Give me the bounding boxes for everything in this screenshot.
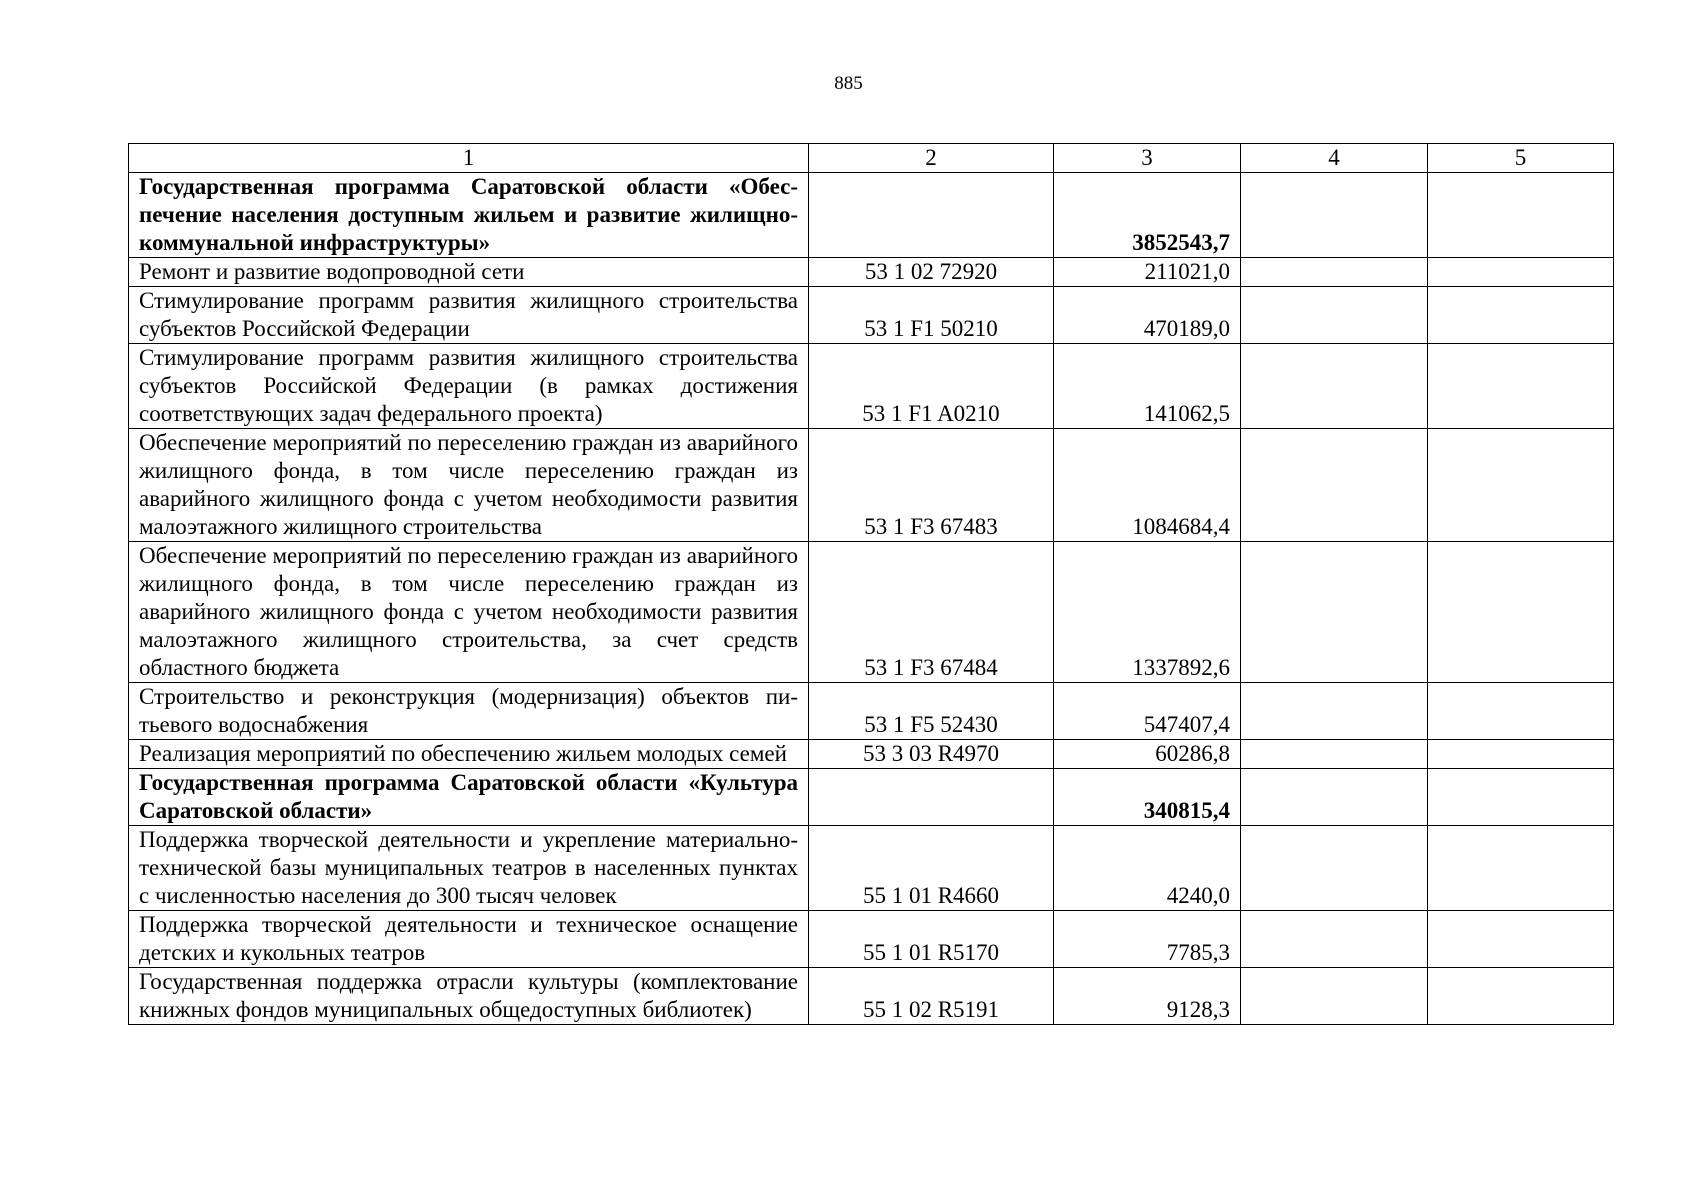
row-code: 53 1 F1 50210 (809, 287, 1054, 344)
row-amount: 1337892,6 (1054, 542, 1241, 683)
row-name: Обеспечение мероприятий по переселению граждан из аварийного жилищного фонда, в том числе переселению граждан из аварийного жилищного фонда с учетом необходимости развития малоэтажного жилищного строительства, за счет средств областного бюджета (129, 542, 809, 683)
row-col4 (1241, 258, 1428, 287)
row-col5 (1428, 173, 1614, 258)
row-code: 55 1 01 R5170 (809, 911, 1054, 968)
budget-table (128, 143, 1614, 1025)
row-col5 (1428, 769, 1614, 826)
row-code: 55 1 01 R4660 (809, 826, 1054, 911)
row-amount: 141062,5 (1054, 344, 1241, 429)
table-body (129, 173, 1614, 1025)
column-header-4: 4 (1241, 144, 1428, 173)
row-col4 (1241, 769, 1428, 826)
row-name: Поддержка творческой деятельности и техническое оснащение детских и кукольных театров (129, 911, 809, 968)
row-name: Поддержка творческой деятельности и укрепление материально-технической базы муниципальных театров в населенных пунктах с численностью населения до 300 тысяч человек (129, 826, 809, 911)
row-amount: 211021,0 (1054, 258, 1241, 287)
header-row (129, 144, 1614, 173)
table-row (129, 826, 1614, 911)
row-name: Обеспечение мероприятий по переселению граждан из аварийного жилищного фонда, в том числе переселению граждан из аварийного жилищного фонда с учетом необходимости развития малоэтажного жилищного строительства (129, 429, 809, 542)
row-name: Государственная программа Саратовской области «Культура Саратовской области» (129, 769, 809, 826)
row-col4 (1241, 911, 1428, 968)
row-amount: 340815,4 (1054, 769, 1241, 826)
row-col5 (1428, 740, 1614, 769)
row-amount: 60286,8 (1054, 740, 1241, 769)
row-name: Строительство и реконструкция (модернизация) объектов питьевого водоснабжения (129, 683, 809, 740)
column-header-1: 1 (129, 144, 809, 173)
table-row (129, 740, 1614, 769)
table-row (129, 911, 1614, 968)
row-col4 (1241, 287, 1428, 344)
row-col5 (1428, 911, 1614, 968)
column-header-3: 3 (1054, 144, 1241, 173)
row-code: 53 3 03 R4970 (809, 740, 1054, 769)
row-amount: 3852543,7 (1054, 173, 1241, 258)
row-col4 (1241, 429, 1428, 542)
row-col5 (1428, 542, 1614, 683)
row-name: Ремонт и развитие водопроводной сети (129, 258, 809, 287)
row-name: Реализация мероприятий по обеспечению жильем молодых семей (129, 740, 809, 769)
row-col5 (1428, 968, 1614, 1025)
row-col5 (1428, 287, 1614, 344)
table-row (129, 683, 1614, 740)
column-header-2: 2 (809, 144, 1054, 173)
row-col4 (1241, 173, 1428, 258)
row-amount: 7785,3 (1054, 911, 1241, 968)
program-row (129, 769, 1614, 826)
row-col5 (1428, 258, 1614, 287)
row-code (809, 769, 1054, 826)
row-code: 55 1 02 R5191 (809, 968, 1054, 1025)
table-row (129, 968, 1614, 1025)
row-code: 53 1 F3 67484 (809, 542, 1054, 683)
row-amount: 1084684,4 (1054, 429, 1241, 542)
row-amount: 547407,4 (1054, 683, 1241, 740)
row-col4 (1241, 683, 1428, 740)
table-row (129, 542, 1614, 683)
row-col4 (1241, 542, 1428, 683)
row-col5 (1428, 344, 1614, 429)
row-amount: 470189,0 (1054, 287, 1241, 344)
row-col4 (1241, 968, 1428, 1025)
table-row (129, 258, 1614, 287)
row-code: 53 1 02 72920 (809, 258, 1054, 287)
row-name: Государственная поддержка отрасли культуры (комплектование книжных фондов муниципальных общедоступных библиотек) (129, 968, 809, 1025)
table-row (129, 344, 1614, 429)
row-name: Государственная программа Саратовской области «Обеспечение населения доступным жильем и развитие жилищно-коммунальной инфраструктуры» (129, 173, 809, 258)
row-col4 (1241, 740, 1428, 769)
row-name: Стимулирование программ развития жилищного строительства субъектов Российской Федерации (129, 287, 809, 344)
table-row (129, 429, 1614, 542)
row-col4 (1241, 344, 1428, 429)
row-amount: 4240,0 (1054, 826, 1241, 911)
row-amount: 9128,3 (1054, 968, 1241, 1025)
page-number: 885 (834, 73, 863, 94)
row-name: Стимулирование программ развития жилищного строительства субъектов Российской Федерации (в рамках достижения соответствующих задач федерального проекта) (129, 344, 809, 429)
program-row (129, 173, 1614, 258)
row-code (809, 173, 1054, 258)
column-header-5: 5 (1428, 144, 1614, 173)
row-col5 (1428, 683, 1614, 740)
row-col5 (1428, 826, 1614, 911)
row-col4 (1241, 826, 1428, 911)
row-code: 53 1 F1 A0210 (809, 344, 1054, 429)
row-code: 53 1 F5 52430 (809, 683, 1054, 740)
table-row (129, 287, 1614, 344)
row-col5 (1428, 429, 1614, 542)
row-code: 53 1 F3 67483 (809, 429, 1054, 542)
